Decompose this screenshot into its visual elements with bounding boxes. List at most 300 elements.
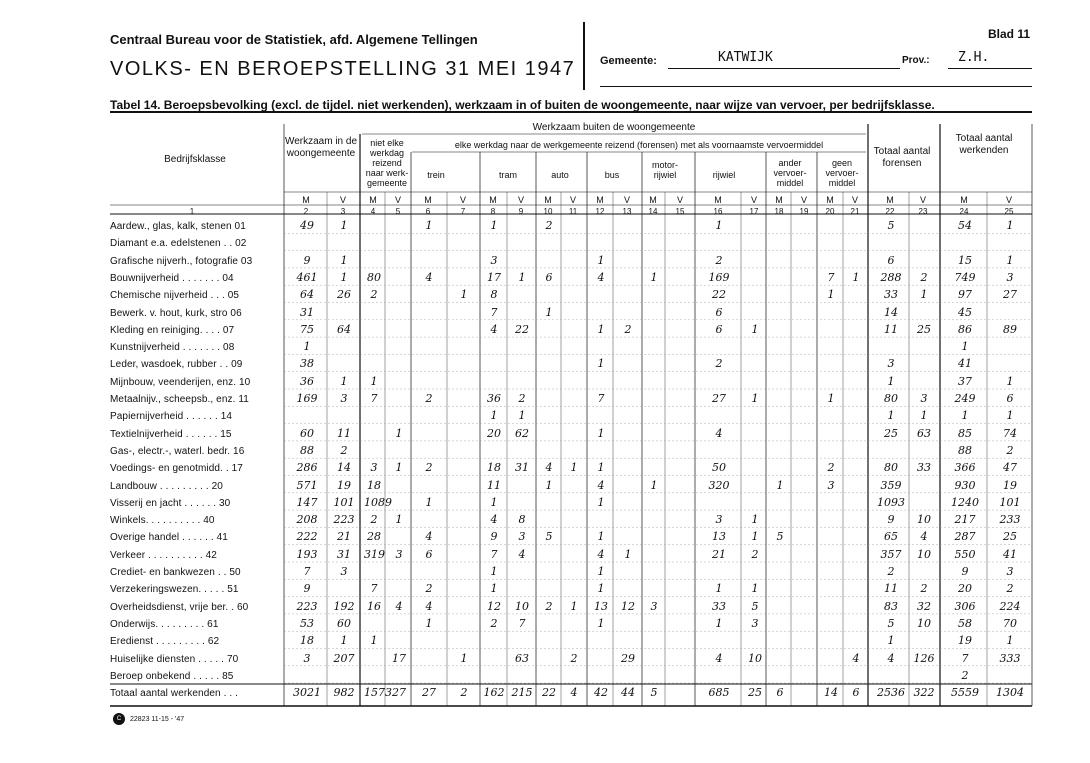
- cell-value: 27: [712, 392, 726, 405]
- cell-value: 1: [887, 374, 895, 388]
- column-number: 24: [959, 207, 969, 216]
- header-geen-vervoermiddel: geen vervoer-middel: [825, 158, 859, 188]
- cell-value: 3: [887, 357, 895, 371]
- cell-value: 54: [958, 219, 972, 232]
- total-value: 685: [708, 686, 730, 699]
- cell-value: 101: [999, 495, 1021, 509]
- cell-value: 13: [712, 530, 726, 544]
- cell-value: 1: [425, 219, 433, 232]
- cell-value: 20: [487, 426, 501, 440]
- cell-value: 13: [594, 599, 608, 613]
- header-tram: tram: [499, 170, 517, 180]
- cell-value: 930: [954, 478, 976, 492]
- cell-value: 320: [708, 478, 730, 492]
- cell-value: 359: [880, 478, 902, 492]
- total-value: 982: [333, 686, 355, 699]
- cell-value: 357: [880, 547, 902, 561]
- cell-value: 222: [296, 530, 318, 544]
- row-label: Winkels. . . . . . . . . . 40: [110, 515, 215, 527]
- cell-value: 1: [920, 288, 928, 302]
- cell-value: 64: [300, 288, 314, 302]
- cell-value: 2: [425, 582, 433, 596]
- cell-value: 4: [490, 322, 498, 336]
- cell-value: 6: [1006, 392, 1014, 405]
- municipality-value: KATWIJK: [718, 50, 773, 65]
- cell-value: 47: [1003, 461, 1017, 475]
- cell-value: 1: [490, 495, 498, 509]
- header-v: V: [851, 195, 858, 205]
- header-v: V: [339, 195, 346, 205]
- table-title: Tabel 14. Beroepsbevolking (excl. de tijdel. niet werkenden), werkzaam in of buiten de woongemeente, naar wijze van vervoer, per bedrijfsklasse.: [110, 98, 935, 112]
- cell-value: 1: [650, 478, 658, 492]
- cell-value: 1: [303, 340, 311, 354]
- cell-value: 58: [958, 616, 972, 630]
- cell-value: 286: [296, 461, 318, 475]
- total-label: Totaal aantal werkenden . . .: [110, 688, 238, 699]
- header-m: M: [826, 195, 834, 205]
- column-number: 6: [425, 207, 431, 216]
- cell-value: 1: [715, 582, 723, 596]
- row-label: Eredienst . . . . . . . . . 62: [110, 636, 220, 648]
- cell-value: 3: [490, 253, 498, 267]
- cell-value: 2: [751, 547, 759, 561]
- header-v: V: [623, 195, 630, 205]
- cell-value: 6: [545, 270, 553, 284]
- header-ander-vervoermiddel: ander vervoer-middel: [773, 158, 807, 188]
- cell-value: 1: [460, 651, 468, 665]
- cell-value: 1: [715, 219, 723, 232]
- cell-value: 16: [367, 599, 381, 613]
- header-werkzaam-in: Werkzaam in de woongemeente: [284, 136, 358, 159]
- cell-value: 31: [300, 305, 314, 319]
- cell-value: 366: [954, 461, 976, 475]
- cell-value: 8: [490, 288, 498, 302]
- cell-value: 4: [887, 651, 895, 665]
- cell-value: 2: [827, 461, 835, 475]
- cell-value: 80: [367, 270, 381, 284]
- cell-value: 38: [300, 357, 314, 371]
- cell-value: 88: [300, 443, 314, 457]
- cell-value: 1: [425, 495, 433, 509]
- header-m: M: [960, 195, 968, 205]
- header-bedrijfsklasse: Bedrijfsklasse: [164, 154, 226, 165]
- cell-value: 2: [715, 253, 723, 267]
- cell-value: 37: [958, 374, 972, 388]
- cell-value: 147: [296, 495, 318, 509]
- cell-value: 60: [300, 426, 314, 440]
- cell-value: 2: [490, 616, 498, 630]
- cell-value: 63: [917, 426, 931, 440]
- cell-value: 26: [337, 288, 351, 302]
- row-label: Textielnijverheid . . . . . . 15: [110, 428, 232, 440]
- cell-value: 4: [597, 547, 605, 561]
- row-label: Kunstnijverheid . . . . . . . 08: [110, 342, 235, 354]
- cell-value: 19: [1003, 478, 1017, 492]
- cell-value: 1093: [877, 495, 905, 509]
- cell-value: 18: [367, 478, 381, 492]
- cell-value: 3: [650, 599, 658, 613]
- header-werkzaam-buiten: Werkzaam buiten de woongemeente: [532, 122, 696, 133]
- total-value: 1304: [996, 686, 1024, 699]
- cell-value: 1: [751, 392, 759, 405]
- cell-value: 27: [1003, 288, 1017, 302]
- total-value: 22: [542, 686, 556, 699]
- cell-value: 18: [300, 634, 314, 648]
- cell-value: 233: [999, 513, 1021, 527]
- cell-value: 3: [715, 513, 723, 527]
- cell-value: 2: [370, 288, 378, 302]
- cell-value: 29: [621, 651, 635, 665]
- column-number: 5: [395, 207, 401, 216]
- cell-value: 4: [490, 513, 498, 527]
- cell-value: 550: [954, 547, 976, 561]
- cell-value: 1: [751, 582, 759, 596]
- cell-value: 126: [913, 651, 935, 665]
- cell-value: 25: [917, 322, 931, 336]
- cell-value: 224: [999, 599, 1021, 613]
- cell-value: 1: [597, 582, 605, 596]
- cell-value: 1: [518, 409, 526, 423]
- total-value: 44: [621, 686, 635, 699]
- cell-value: 97: [958, 288, 972, 302]
- row-label: Leder, wasdoek, rubber . . 09: [110, 359, 243, 371]
- cell-value: 1: [570, 599, 578, 613]
- header-totaal-werkenden: Totaal aantal werkenden: [955, 133, 1013, 156]
- cell-value: 3: [340, 565, 348, 578]
- total-value: 25: [748, 686, 762, 699]
- cell-value: 2: [340, 443, 348, 457]
- cell-value: 1089: [364, 495, 392, 509]
- row-label: Diamant e.a. edelstenen . . 02: [110, 238, 247, 250]
- header-v: V: [676, 195, 683, 205]
- header-niet-elke-werkdag: niet elke werkdag reizend naar werk-gemeente: [365, 138, 409, 188]
- cell-value: 8: [518, 513, 526, 527]
- header-m: M: [775, 195, 783, 205]
- cell-value: 1: [597, 357, 605, 371]
- cell-value: 333: [999, 651, 1021, 665]
- cell-value: 1: [518, 270, 526, 284]
- cell-value: 2: [961, 668, 969, 682]
- cell-value: 15: [958, 253, 972, 267]
- cell-value: 10: [917, 547, 931, 561]
- cell-value: 192: [333, 599, 355, 613]
- cell-value: 2: [425, 461, 433, 475]
- cell-value: 9: [303, 253, 311, 267]
- cell-value: 88: [958, 443, 972, 457]
- column-number: 16: [713, 207, 723, 216]
- cell-value: 12: [621, 599, 635, 613]
- cell-value: 65: [884, 530, 898, 544]
- row-label: Verkeer . . . . . . . . . . 42: [110, 549, 217, 561]
- cell-value: 9: [887, 513, 895, 527]
- column-number: 10: [543, 207, 553, 216]
- cell-value: 53: [300, 616, 314, 630]
- total-value: 5559: [951, 686, 979, 699]
- cell-value: 22: [515, 322, 529, 336]
- cell-value: 62: [515, 426, 529, 440]
- cell-value: 1: [340, 634, 348, 648]
- cell-value: 208: [296, 513, 318, 527]
- cell-value: 4: [715, 651, 723, 665]
- cell-value: 1: [545, 478, 553, 492]
- cell-value: 1: [597, 461, 605, 475]
- total-value: 6: [852, 686, 860, 699]
- cell-value: 1: [597, 616, 605, 630]
- cell-value: 249: [954, 392, 976, 405]
- header-m: M: [544, 195, 552, 205]
- cell-value: 6: [715, 305, 723, 319]
- cell-value: 86: [958, 322, 972, 336]
- row-label: Landbouw . . . . . . . . . 20: [110, 480, 223, 492]
- total-value: 27: [392, 686, 406, 699]
- cell-value: 1: [425, 616, 433, 630]
- header-v: V: [800, 195, 807, 205]
- sheet-number: Blad 11: [988, 27, 1031, 41]
- cell-value: 7: [303, 565, 311, 578]
- cell-value: 33: [917, 461, 931, 475]
- total-value: 27: [422, 686, 436, 699]
- cell-value: 169: [708, 270, 730, 284]
- cell-value: 7: [518, 616, 526, 630]
- cell-value: 7: [490, 305, 498, 319]
- cell-value: 7: [827, 270, 835, 284]
- header-elke-werkdag: elke werkdag naar de werkgemeente reizend (forensen) met als voornaamste vervoermiddel: [454, 140, 824, 150]
- cell-value: 223: [296, 599, 318, 613]
- row-label: Metaalnijv., scheepsb., enz. 11: [110, 394, 249, 405]
- form-code: 22823 11-15 - '47: [130, 716, 185, 723]
- column-number: 25: [1004, 207, 1014, 216]
- cell-value: 11: [884, 582, 898, 596]
- header-m: M: [302, 195, 310, 205]
- header-v: V: [919, 195, 926, 205]
- cell-value: 3: [370, 461, 378, 475]
- cell-value: 36: [300, 374, 314, 388]
- column-number: 17: [749, 207, 759, 216]
- total-value: 2: [460, 686, 468, 699]
- cell-value: 1: [751, 530, 759, 544]
- cell-value: 1: [460, 288, 468, 302]
- municipality-line: [668, 68, 900, 69]
- cell-value: 1: [751, 322, 759, 336]
- cell-value: 1: [340, 253, 348, 267]
- cell-value: 63: [515, 651, 529, 665]
- cell-value: 1: [490, 582, 498, 596]
- cell-value: 287: [954, 530, 976, 544]
- row-label: Overige handel . . . . . . 41: [110, 532, 228, 544]
- header-motor-rijwiel: motor-rijwiel: [651, 160, 678, 180]
- cell-value: 45: [958, 305, 972, 319]
- header-v: V: [569, 195, 576, 205]
- cell-value: 10: [917, 513, 931, 527]
- cell-value: 2: [545, 599, 553, 613]
- cell-value: 9: [961, 565, 969, 578]
- cell-value: 223: [333, 513, 355, 527]
- cell-value: 4: [597, 270, 605, 284]
- cell-value: 25: [884, 426, 898, 440]
- cell-value: 3: [518, 530, 526, 544]
- cell-value: 21: [337, 530, 351, 544]
- cell-value: 2: [518, 392, 526, 405]
- column-number: 2: [303, 207, 309, 216]
- total-value: 42: [594, 686, 608, 699]
- cell-value: 1: [1006, 219, 1014, 232]
- cell-value: 2: [920, 270, 928, 284]
- cell-value: 1: [370, 374, 378, 388]
- cell-value: 1: [490, 219, 498, 232]
- row-label: Papiernijverheid . . . . . . 14: [110, 411, 233, 423]
- cell-value: 4: [518, 547, 526, 561]
- cell-value: 169: [296, 392, 318, 405]
- cell-value: 3: [827, 478, 835, 492]
- cell-value: 10: [917, 616, 931, 630]
- cell-value: 3: [1006, 270, 1014, 284]
- cell-value: 4: [920, 530, 928, 544]
- cell-value: 1: [340, 219, 348, 232]
- header-v: V: [1005, 195, 1012, 205]
- column-number: 20: [825, 207, 835, 216]
- cell-value: 2: [1006, 582, 1014, 596]
- cell-value: 1: [650, 270, 658, 284]
- cell-value: 41: [1003, 547, 1017, 561]
- cell-value: 1: [852, 270, 860, 284]
- header-m: M: [596, 195, 604, 205]
- cell-value: 25: [1003, 530, 1017, 544]
- cell-value: 4: [597, 478, 605, 492]
- cell-value: 571: [296, 478, 318, 492]
- cell-value: 5: [545, 530, 553, 544]
- cell-value: 33: [884, 288, 898, 302]
- cell-value: 74: [1003, 426, 1017, 440]
- cell-value: 1: [961, 409, 969, 423]
- cell-value: 11: [487, 478, 501, 492]
- header-m: M: [489, 195, 497, 205]
- row-label: Verzekeringswezen. . . . . 51: [110, 584, 239, 596]
- cell-value: 193: [296, 547, 318, 561]
- cell-value: 28: [367, 530, 381, 544]
- cell-value: 17: [392, 651, 406, 665]
- cell-value: 22: [712, 288, 726, 302]
- cell-value: 3: [303, 651, 311, 665]
- column-number: 14: [648, 207, 658, 216]
- column-number: 23: [918, 207, 928, 216]
- cell-value: 50: [712, 461, 726, 475]
- cell-value: 75: [300, 322, 314, 336]
- header-auto: auto: [551, 170, 569, 180]
- cell-value: 1: [395, 513, 403, 527]
- header-v: V: [459, 195, 466, 205]
- cell-value: 101: [333, 495, 355, 509]
- cell-value: 1: [887, 634, 895, 648]
- cell-value: 4: [715, 426, 723, 440]
- cell-value: 2: [1006, 443, 1014, 457]
- column-number: 22: [885, 207, 895, 216]
- row-label: Bewerk. v. hout, kurk, stro 06: [110, 307, 242, 319]
- total-value: 5: [650, 686, 658, 699]
- cell-value: 85: [958, 426, 972, 440]
- column-number: 3: [340, 207, 346, 216]
- column-number: 8: [490, 207, 496, 216]
- cell-value: 5: [776, 530, 784, 544]
- cell-value: 12: [487, 599, 501, 613]
- cell-value: 36: [487, 392, 501, 405]
- cell-value: 1: [1006, 253, 1014, 267]
- column-number: 9: [518, 207, 524, 216]
- cell-value: 7: [597, 392, 605, 405]
- cell-value: 64: [337, 322, 351, 336]
- row-label: Crediet- en bankwezen . . 50: [110, 567, 241, 578]
- cell-value: 2: [425, 392, 433, 405]
- cell-value: 1: [490, 409, 498, 423]
- row-label: Mijnbouw, veenderijen, enz. 10: [110, 376, 251, 388]
- organization-name: Centraal Bureau voor de Statistiek, afd. Algemene Tellingen: [110, 32, 478, 47]
- cell-value: 5: [887, 219, 895, 232]
- province-line: [948, 68, 1032, 69]
- total-value: 162: [483, 686, 505, 699]
- cell-value: 7: [370, 582, 378, 596]
- cell-value: 1: [490, 565, 498, 578]
- cell-value: 3: [920, 392, 928, 405]
- column-number: 7: [460, 207, 466, 216]
- cell-value: 5: [887, 616, 895, 630]
- cell-value: 31: [337, 547, 351, 561]
- cell-value: 3: [1006, 565, 1014, 578]
- cell-value: 7: [370, 392, 378, 405]
- cell-value: 4: [545, 461, 553, 475]
- header-totaal-forensen: Totaal aantal forensen: [873, 146, 931, 169]
- cell-value: 461: [296, 270, 318, 284]
- cell-value: 7: [490, 547, 498, 561]
- header-m: M: [424, 195, 432, 205]
- cell-value: 11: [884, 322, 898, 336]
- column-number: 21: [850, 207, 860, 216]
- header-m: M: [886, 195, 894, 205]
- cell-value: 6: [887, 253, 895, 267]
- total-value: 215: [511, 686, 533, 699]
- row-label: Voedings- en genotmidd. . 17: [110, 463, 243, 475]
- cell-value: 60: [337, 616, 351, 630]
- header-rijwiel: rijwiel: [712, 170, 736, 180]
- cell-value: 2: [370, 513, 378, 527]
- cell-value: 217: [954, 513, 976, 527]
- header-m: M: [369, 195, 377, 205]
- header-v: V: [750, 195, 757, 205]
- total-value: 322: [913, 686, 935, 699]
- province-value: Z.H.: [958, 50, 990, 65]
- cell-value: 1: [827, 288, 835, 302]
- cell-value: 1: [1006, 374, 1014, 388]
- column-number: 1: [189, 207, 195, 216]
- cell-value: 4: [395, 599, 403, 613]
- cell-value: 1: [715, 616, 723, 630]
- cell-value: 18: [487, 461, 501, 475]
- cell-value: 1: [545, 305, 553, 319]
- cell-value: 32: [917, 599, 931, 613]
- cell-value: 749: [954, 270, 976, 284]
- cell-value: 17: [487, 270, 501, 284]
- cell-value: 1: [1006, 409, 1014, 423]
- census-title: VOLKS- EN BEROEPSTELLING 31 MEI 1947: [110, 58, 576, 80]
- cell-value: 3: [340, 392, 348, 405]
- cell-value: 1: [395, 461, 403, 475]
- cell-value: 2: [715, 357, 723, 371]
- cell-value: 1: [597, 495, 605, 509]
- column-number: 12: [595, 207, 605, 216]
- total-value: 1573: [364, 686, 392, 699]
- cell-value: 10: [748, 651, 762, 665]
- cell-value: 2: [545, 219, 553, 232]
- cell-value: 3: [751, 616, 759, 630]
- cell-value: 10: [515, 599, 529, 613]
